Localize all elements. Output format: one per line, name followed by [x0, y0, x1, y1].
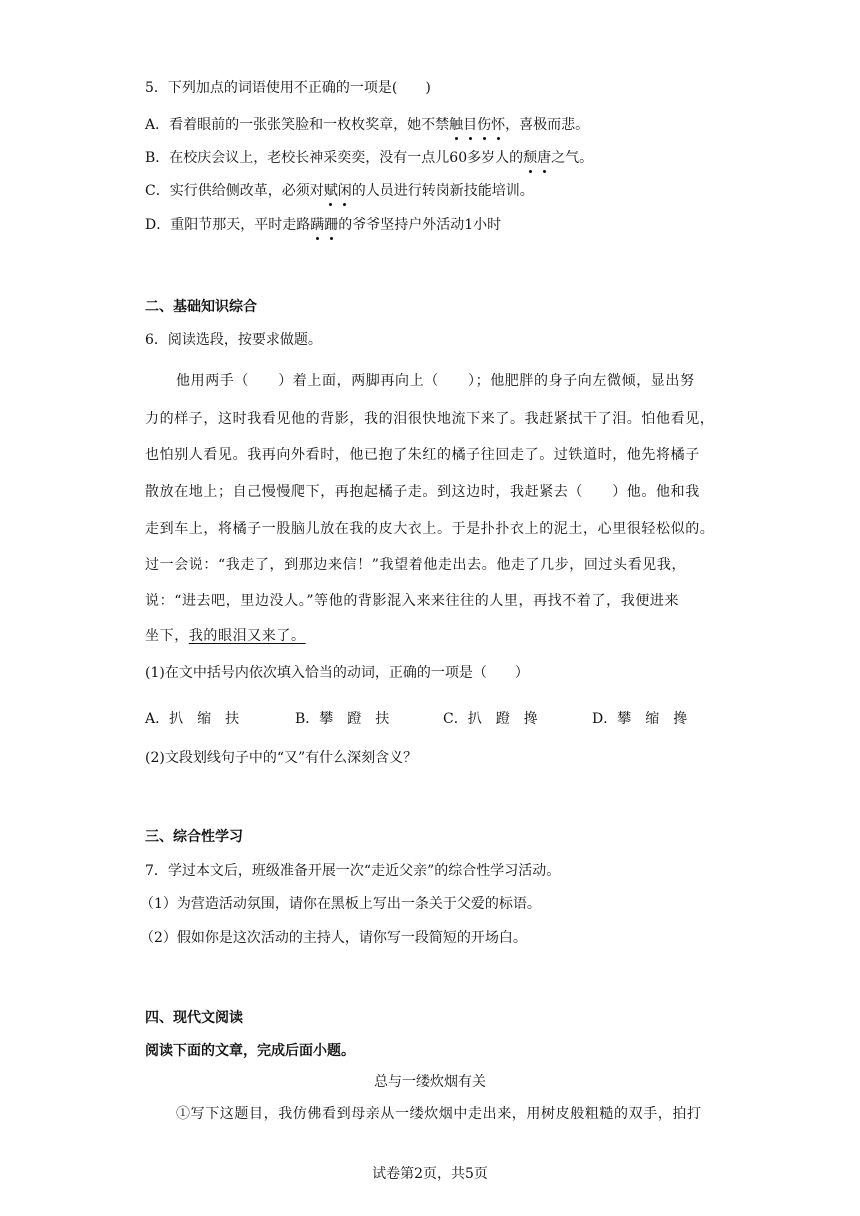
q5-stem: 5．下列加点的词语使用不正确的一项是( ): [145, 80, 431, 96]
choice-a: A．扒 缩 扶: [145, 711, 240, 727]
q7-stem: 7．学过本文后，班级准备开展一次“走近父亲”的综合性学习活动。: [145, 863, 561, 879]
dotted-char: 伤: [477, 117, 492, 133]
dotted-char: 赋: [323, 183, 338, 199]
article-title: 总与一缕炊烟有关: [374, 1074, 486, 1090]
dotted-char: 闲: [337, 183, 352, 199]
option-text: D．重阳节那天，平时走路: [145, 217, 311, 233]
section-heading-4: 四、现代文阅读: [145, 1010, 243, 1026]
passage-line: 说：“进去吧，里边没人。”等他的背影混入来来往往的人里，再找不着了，我便进来: [145, 593, 680, 609]
dotted-char: 跚: [324, 217, 339, 233]
passage-text: 坐下，: [145, 628, 189, 644]
q6-sub1: (1)在文中括号内依次填入恰当的动词，正确的一项是（ ）: [145, 665, 529, 681]
dotted-char: 触: [449, 117, 464, 133]
option-text: 之气。: [551, 150, 594, 166]
passage-line: 他用两手（ ）着上面，两脚再向上（ ）；他肥胖的身子向左微倾，显出努: [176, 373, 695, 389]
q5-option-c: [145, 181, 534, 201]
option-text: A．看着眼前的一张张笑脸和一枚枚奖章，她不禁: [145, 117, 450, 133]
q6-sub2: (2)文段划线句子中的“又”有什么深刻含义？: [145, 750, 418, 766]
dotted-char: 目: [463, 117, 478, 133]
passage-line-last: [145, 626, 306, 646]
option-text: ，喜极而悲。: [505, 117, 590, 133]
page-footer: 试卷第2页，共5页: [372, 1166, 488, 1182]
dotted-char: 怀: [491, 117, 506, 133]
option-text: 的爷爷坚持户外活动1小时: [338, 217, 502, 233]
q7-sub1: （1）为营造活动氛围，请你在黑板上写出一条关于父爱的标语。: [140, 896, 541, 912]
choice-b: B．攀 蹬 扶: [295, 711, 390, 727]
section-heading-3: 三、综合性学习: [145, 829, 243, 845]
choice-d: D．攀 缩 搀: [592, 711, 688, 727]
passage-line: 也怕别人看见。我再向外看时，他已抱了朱红的橘子往回走了。过铁道时，他先将橘子: [145, 447, 700, 463]
passage-line: 过一会说：“我走了，到那边来信！”我望着他走出去。他走了几步，回过头看见我，: [145, 557, 687, 573]
option-text: C．实行供给侧改革，必须对: [145, 183, 324, 199]
q7-sub2: （2）假如你是这次活动的主持人，请你写一段简短的开场白。: [140, 930, 527, 946]
option-text: B．在校庆会议上，老校长神采奕奕，没有一点儿60多岁人的: [145, 150, 524, 166]
underlined-sentence: 我的眼泪又来了。: [188, 628, 306, 644]
passage-line: 力的样子，这时我看见他的背影，我的泪很快地流下来了。我赶紧拭干了泪。怕他看见，: [145, 411, 715, 427]
dotted-char: 颓: [523, 150, 538, 166]
section-heading-2: 二、基础知识综合: [145, 299, 257, 315]
reading-instruction: 阅读下面的文章，完成后面小题。: [145, 1043, 355, 1059]
option-text: 的人员进行转岗新技能培训。: [351, 183, 534, 199]
article-paragraph-1: ①写下这题目，我仿佛看到母亲从一缕炊烟中走出来，用树皮般粗糙的双手，拍打: [176, 1106, 702, 1122]
q5-option-b: [145, 148, 593, 168]
dotted-char: 唐: [537, 150, 552, 166]
dotted-char: 蹒: [310, 217, 325, 233]
passage-line: 走到车上，将橘子一股脑儿放在我的皮大衣上。于是扑扑衣上的泥土，心里很轻松似的。: [145, 521, 715, 537]
q5-option-d: [145, 215, 501, 235]
q6-stem: 6．阅读选段，按要求做题。: [145, 332, 322, 348]
choice-c: C．扒 蹬 搀: [443, 711, 538, 727]
q5-option-a: [145, 115, 589, 135]
passage-line: 散放在地上；自己慢慢爬下，再抱起橘子走。到这边时，我赶紧去（ ）他。他和我: [145, 484, 700, 500]
